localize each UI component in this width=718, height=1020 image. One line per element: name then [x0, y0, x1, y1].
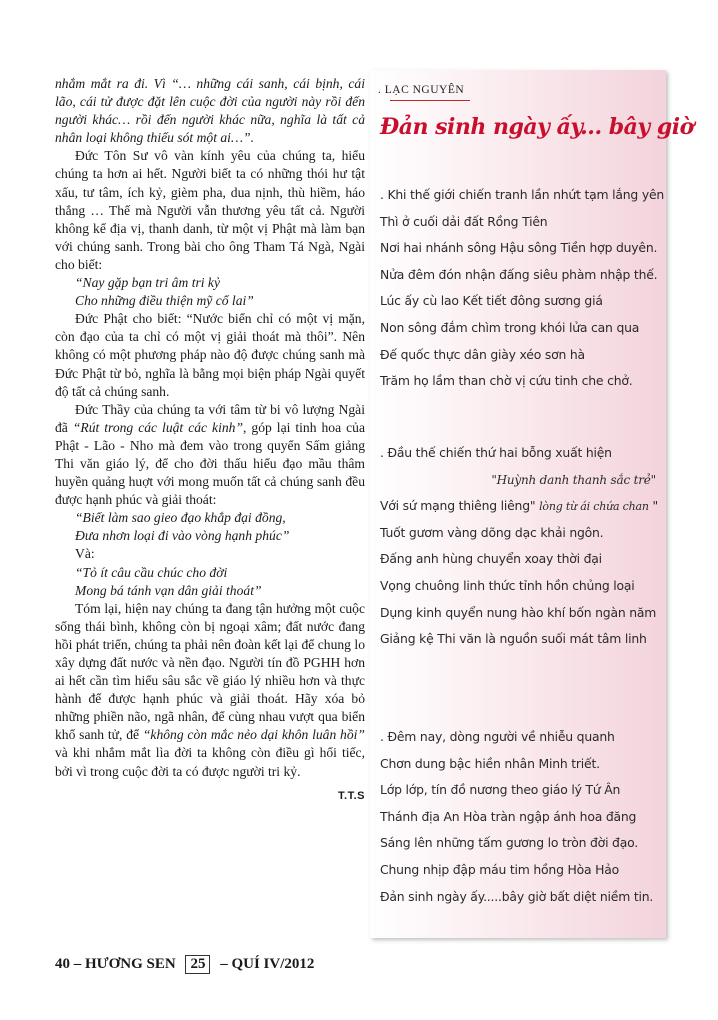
poem-title: Đản sinh ngày ấy... bây giờ [380, 114, 694, 140]
poem-line: Chung nhịp đập máu tim hồng Hòa Hảo [380, 861, 620, 877]
poem-line: Dụng kinh quyển nung hào khí bốn ngàn năm [380, 604, 657, 620]
poem-line: Nửa đêm đón nhận đấng siêu phàm nhập thế. [380, 266, 658, 282]
quote-line: “Nay gặp bạn tri âm tri kỷ [75, 275, 220, 291]
paragraph: nhắm mắt ra đi. Vì “… những cái sanh, cái bịnh, cái lão, cái tử được đặt lên cuộc đời của người này rồi đến người khác… rồi đến người khác nữa, nghĩa là tất cả nhân loại không thiếu sót một ai…”. [55, 76, 365, 146]
poem-stanza-1 [380, 182, 664, 395]
poem-line: "Huỳnh danh thanh sắc trẻ" [491, 472, 656, 487]
poem-line: Vọng chuông linh thức tỉnh hồn chủng loại [380, 577, 635, 593]
poem-stanza-3 [380, 724, 664, 910]
paragraph: Đức Thầy của chúng ta với tâm từ bi vô lượng Ngài đã “Rút trong các luật các kinh”, góp lại tinh hoa của Phật - Lão - Nho mà đem vào trong quyển Sấm giảng Thi văn giáo lý, để cho đời thấu hiểu đạo mầu thâm huyền quảng huợt với mong muốn tất cả chúng sanh đều được hạnh phúc và giải thoát: [55, 401, 365, 508]
page-footer [55, 955, 314, 974]
poem-author: . LẠC NGUYÊN [378, 84, 465, 96]
paragraph: Tóm lại, hiện nay chúng ta đang tận hưởng một cuộc sống thái bình, không còn bị ngoại xâm; đất nước đang hồi phát triển, chúng ta phải nên đoàn kết lại để chung lo xây dựng đất nước và nền đạo. Người tín đồ PGHH hơn ai hết cần tìm hiểu sâu sắc về giáo lý nhiều hơn và thực hành để được hạnh phúc và giải thoát. Hãy xóa bỏ những phiền não, ngã nhân, để cùng nhau vượt qua biển khổ sanh tử, để “không còn mắc nẻo dại khôn luân hồi” và khi nhắm mắt lìa đời ta không còn điều gì hối tiếc, bởi vì trong cuộc đời ta có được người tri kỷ. [55, 600, 365, 779]
poem-line: . Đêm nay, dòng người về nhiễu quanh [380, 729, 615, 744]
poem-line: Non sông đắm chìm trong khói lửa can qua [380, 319, 640, 335]
poem-stanza-2 [380, 440, 664, 653]
poem-box [370, 70, 694, 938]
poem-line: Lúc ấy cù lao Kết tiết đông sương giá [380, 293, 603, 309]
quote-line: “Biết làm sao gieo đạo khắp đại đồng, [75, 510, 286, 526]
poem-line: . Đầu thế chiến thứ hai bỗng xuất hiện [380, 445, 612, 460]
poem-line: Đế quốc thực dân giày xéo sơn hà [380, 346, 585, 362]
poem-line: Trăm họ lầm than chờ vị cứu tinh che chở. [380, 373, 633, 389]
footer-issue: – QUÍ IV/2012 [220, 956, 315, 972]
poem-line: Đấng anh hùng chuyển xoay thời đại [380, 551, 602, 567]
paragraph: Đức Phật cho biết: “Nước biển chỉ có một vị mặn, còn đạo của ta chỉ có một vị giải thoát mà thôi”. Nên không có một phương pháp nào độ được chúng sanh mà Đức Phật từ bỏ, nghĩa là bằng mọi biện pháp Ngài quyết độ tất cả chúng sanh. [55, 311, 365, 399]
poem-line: Thì ở cuối dải đất Rồng Tiên [380, 213, 548, 229]
paragraph: Và: [75, 546, 95, 562]
quote-line: Mong bá tánh vạn dân giải thoát” [75, 582, 262, 598]
poem-line: Tuốt gươm vàng dõng dạc khải ngôn. [380, 524, 604, 540]
paragraph: Đức Tôn Sư vô vàn kính yêu của chúng ta, hiểu chúng ta hơn ai hết. Người biết ta có những thói hư tật xấu, tư tâm, ích kỷ, gièm pha, dua nịnh, thù hiềm, háo thắng … Thế mà Người vẫn thương yêu tất cả. Người không kể địa vị, thanh danh, từ một vị Phật mà làm bạn với chúng sanh. Trong bài cho ông Tham Tá Ngà, Ngài cho biết: [55, 148, 365, 272]
poem-line: Lớp lớp, tín đồ nương theo giáo lý Tứ Ân [380, 782, 621, 798]
poem-line: Với sứ mạng thiêng liêng" lòng từ ái chứa chan " [380, 498, 658, 514]
quote-line: Đưa nhơn loại đi vào vòng hạnh phúc” [75, 528, 290, 544]
poem-line: Đản sinh ngày ấy.....bây giờ bất diệt niềm tin. [380, 888, 654, 904]
poem-line: Nơi hai nhánh sông Hậu sông Tiền hợp duyên. [380, 240, 658, 256]
poem-line: Chơn dung bậc hiền nhân Minh triết. [380, 755, 600, 771]
poem-line: . Khi thế giới chiến tranh lần nhứt tạm lắng yên [380, 187, 665, 202]
quote-line: Cho những điều thiện mỹ cổ lai” [75, 293, 254, 309]
poem-line: Giảng kệ Thi văn là nguồn suối mát tâm linh [380, 631, 647, 647]
footer-magazine: 40 – HƯƠNG SEN [55, 956, 176, 972]
page-number: 25 [185, 955, 210, 974]
quote-line: “Tỏ ít câu cầu chúc cho đời [75, 564, 228, 580]
poem-line: Thánh địa An Hòa tràn ngập ánh hoa đăng [380, 808, 637, 824]
author-underline [390, 100, 470, 101]
article-column [55, 75, 365, 805]
poem-line: Sáng lên những tấm gương lo tròn đời đạo. [380, 835, 639, 851]
author-signature: T.T.S [338, 789, 365, 802]
